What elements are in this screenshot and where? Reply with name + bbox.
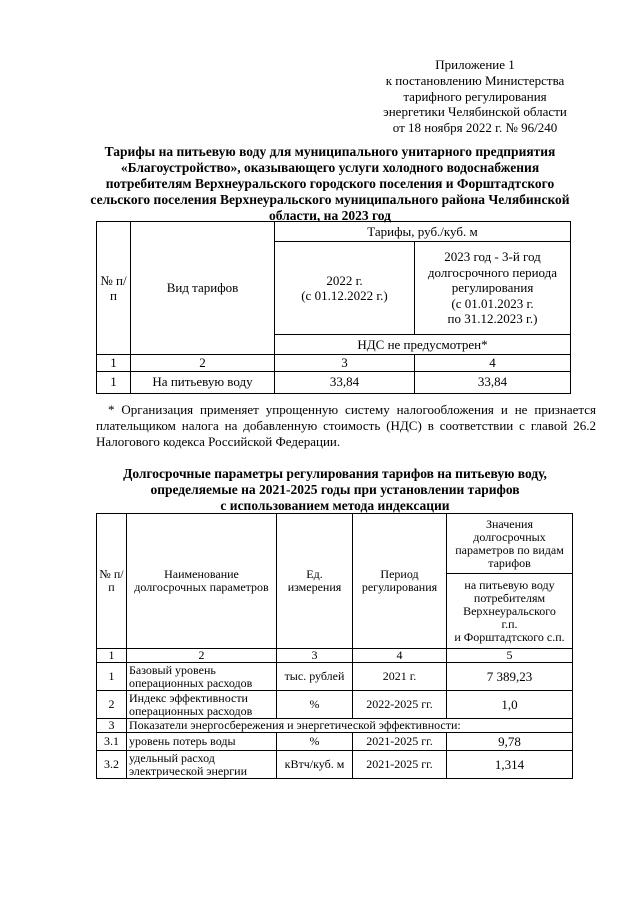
- row-name-line: удельный расход: [129, 750, 215, 765]
- header-name-line: Наименование: [164, 567, 239, 581]
- row-num: 1: [97, 663, 127, 691]
- header-2023-line: по 31.12.2023 г.): [447, 311, 538, 327]
- header-vat: НДС не предусмотрен*: [275, 335, 571, 355]
- header-tariffs: Тарифы, руб./куб. м: [275, 222, 571, 242]
- index-cell: 1: [97, 355, 131, 372]
- row-value: 1,0: [447, 691, 573, 719]
- table-row: [97, 751, 573, 779]
- row-period: 2022-2025 гг.: [353, 691, 447, 719]
- row-name-line: операционных расходов: [129, 703, 253, 718]
- parameters-table: [96, 513, 573, 779]
- header-sub-line: потребителям: [473, 590, 546, 605]
- header-values-line: долгосрочных: [473, 529, 546, 544]
- title-line: Долгосрочные параметры регулирования тарифов на питьевую воду,: [123, 466, 547, 481]
- table-row: [97, 733, 573, 751]
- header-2023-line: регулирования: [451, 280, 534, 296]
- table-row: [97, 719, 573, 733]
- header-2023-line: долгосрочного периода: [427, 264, 558, 280]
- row-name: [127, 751, 277, 779]
- row-value: 7 389,23: [447, 663, 573, 691]
- row-section-name: Показатели энергосбережения и энергетической эффективности:: [127, 719, 573, 733]
- row-name: [127, 691, 277, 719]
- header-name-line: долгосрочных параметров: [134, 580, 269, 594]
- header-2022-date: (с 01.12.2022 г.): [301, 288, 388, 303]
- header-values-line: Значения: [485, 516, 533, 531]
- row-unit: кВтч/куб. м: [277, 751, 353, 779]
- appendix-header: [330, 57, 620, 136]
- header-period-line: Период: [380, 567, 419, 581]
- header-sub-line: Верхнеуральского: [463, 603, 556, 618]
- row-value: 9,78: [447, 733, 573, 751]
- row-period: 2021-2025 гг.: [353, 751, 447, 779]
- row-value: 1,314: [447, 751, 573, 779]
- row-unit: %: [277, 733, 353, 751]
- index-cell: 4: [415, 355, 571, 372]
- header-unit-line: Ед.: [306, 567, 323, 581]
- row-unit: тыс. рублей: [277, 663, 353, 691]
- index-cell: 3: [277, 649, 353, 663]
- row-name-line: Индекс эффективности: [129, 690, 248, 705]
- row-period: 2021-2025 гг.: [353, 733, 447, 751]
- header-values-line: тарифов: [488, 555, 531, 570]
- header-values: [447, 514, 573, 574]
- header-unit-line: измерения: [287, 580, 342, 594]
- header-name: [127, 514, 277, 649]
- index-cell: 4: [353, 649, 447, 663]
- appendix-line: энергетики Челябинской области: [383, 104, 567, 120]
- row-num: 1: [97, 371, 131, 393]
- row-name: уровень потерь воды: [127, 733, 277, 751]
- title-line: сельского поселения Верхнеуральского муниципального района Челябинской: [90, 192, 570, 207]
- header-kind: Вид тарифов: [131, 222, 275, 355]
- row-value-2023: 33,84: [415, 371, 571, 393]
- appendix-line: к постановлению Министерства: [385, 72, 565, 88]
- header-2023: [415, 242, 571, 335]
- table-row: [97, 691, 573, 719]
- header-2022: [275, 242, 415, 335]
- index-cell: 1: [97, 649, 127, 663]
- row-name-line: операционных расходов: [129, 675, 253, 690]
- header-period-line: регулирования: [361, 580, 438, 594]
- header-sub-line: на питьевую воду: [464, 577, 555, 592]
- header-num: № п/п: [97, 222, 131, 355]
- row-unit: %: [277, 691, 353, 719]
- title-line: с использованием метода индексации: [220, 498, 450, 513]
- title-line: «Благоустройство», оказывающего услуги холодного водоснабжения: [120, 160, 540, 175]
- index-cell: 5: [447, 649, 573, 663]
- row-num: 3.1: [97, 733, 127, 751]
- table-row: [97, 371, 571, 393]
- row-num: 3: [97, 719, 127, 733]
- header-sub-line: и Форштадтского с.п.: [454, 629, 565, 644]
- row-num: 3.2: [97, 751, 127, 779]
- header-num: № п/п: [97, 514, 127, 649]
- header-unit: [277, 514, 353, 649]
- header-values-sub: [447, 574, 573, 649]
- row-num: 2: [97, 691, 127, 719]
- row-kind: На питьевую воду: [131, 371, 275, 393]
- title-line: Тарифы на питьевую воду для муниципального унитарного предприятия: [104, 144, 556, 159]
- header-period: [353, 514, 447, 649]
- appendix-line: от 18 ноября 2022 г. № 96/240: [392, 120, 558, 136]
- row-name-line: Базовый уровень: [129, 662, 216, 677]
- tariffs-table: [96, 221, 571, 394]
- parameters-title: [95, 466, 575, 514]
- index-cell: 3: [275, 355, 415, 372]
- index-cell: 2: [127, 649, 277, 663]
- header-sub-line: г.п.: [501, 616, 518, 631]
- appendix-line: тарифного регулирования: [403, 88, 547, 104]
- row-name: [127, 663, 277, 691]
- row-period: 2021 г.: [353, 663, 447, 691]
- header-2023-line: (с 01.01.2023 г.: [451, 295, 534, 311]
- header-values-line: параметров по видам: [455, 542, 564, 557]
- appendix-line: Приложение 1: [435, 57, 515, 72]
- header-2022-year: 2022 г.: [326, 272, 363, 288]
- index-cell: 2: [131, 355, 275, 372]
- tariffs-title: [70, 144, 590, 224]
- row-name-line: электрической энергии: [129, 763, 248, 778]
- table-row: [97, 663, 573, 691]
- title-line: определяемые на 2021-2025 годы при установлении тарифов: [150, 482, 520, 497]
- footnote: * Организация применяет упрощенную систему налогообложения и не признается плательщиком налога на добавленную стоимость (НДС) в соответствии с главой 26.2 Налогового кодекса Российской Федерации.: [96, 402, 596, 449]
- header-2023-line: 2023 год - 3-й год: [444, 249, 541, 265]
- row-value-2022: 33,84: [275, 371, 415, 393]
- title-line: области, на 2023 год: [269, 208, 391, 223]
- title-line: потребителям Верхнеуральского городского поселения и Форштадтского: [105, 176, 555, 191]
